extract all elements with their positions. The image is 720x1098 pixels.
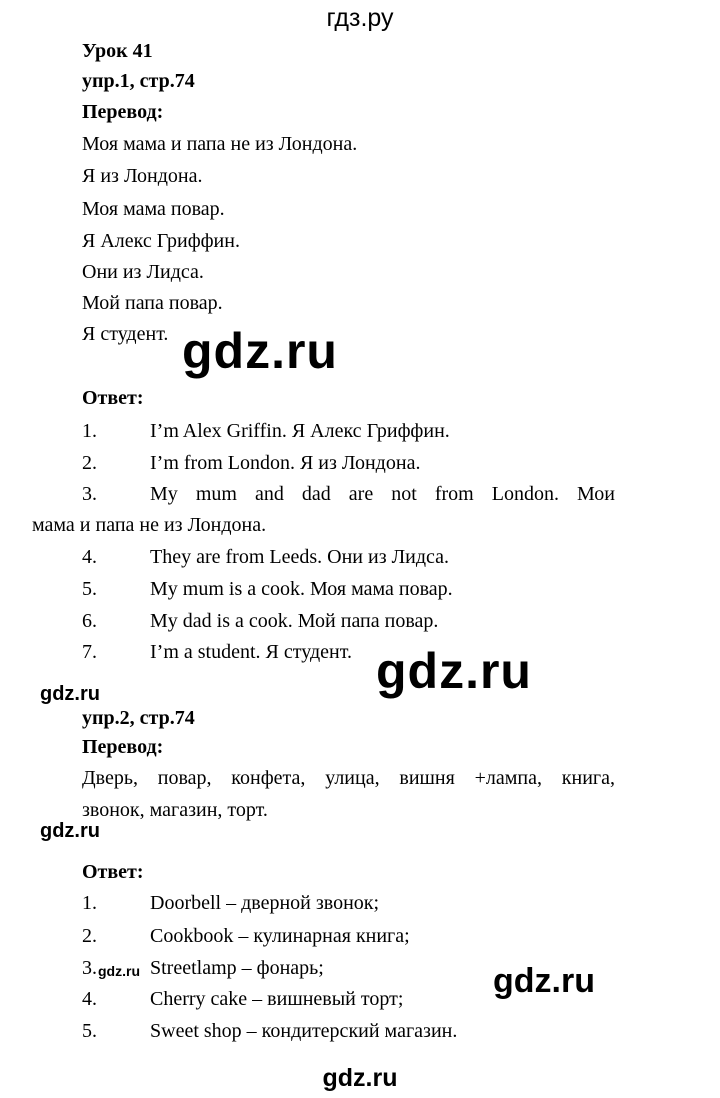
answer-number: 4. — [82, 988, 97, 1010]
answer-number: 7. — [82, 641, 97, 663]
exercise1-translation-line: Я Алекс Гриффин. — [82, 230, 240, 252]
answer-text: Streetlamp – фонарь; — [150, 957, 324, 979]
exercise1-translation-line: Моя мама и папа не из Лондона. — [82, 133, 358, 155]
site-header[interactable]: гдз.ру — [326, 4, 394, 32]
watermark: gdz.ru — [493, 962, 595, 1000]
exercise1-heading: упр.1, стр.74 — [82, 70, 195, 92]
exercise1-translation-line: Я из Лондона. — [82, 165, 203, 187]
watermark: gdz.ru — [40, 683, 100, 705]
exercise2-translation-label: Перевод: — [82, 736, 164, 758]
site-footer[interactable]: gdz.ru — [322, 1064, 398, 1092]
answer-text: I’m from London. Я из Лондона. — [150, 452, 421, 474]
answer-number: 2. — [82, 925, 97, 947]
answer-number: 3. — [82, 483, 97, 505]
answer-text: Cookbook – кулинарная книга; — [150, 925, 410, 947]
answer-number: 2. — [82, 452, 97, 474]
watermark: gdz.ru — [182, 323, 338, 379]
answer-number: 6. — [82, 610, 97, 632]
answer-text: Doorbell – дверной звонок; — [150, 892, 380, 914]
exercise1-translation-label: Перевод: — [82, 101, 164, 123]
answer-number: 1. — [82, 420, 97, 442]
answer-text: Sweet shop – кондитерский магазин. — [150, 1020, 458, 1042]
watermark: gdz.ru — [40, 820, 100, 842]
answer-text: My mum and dad are not from London. Мои — [150, 483, 615, 505]
exercise1-translation-line: Они из Лидса. — [82, 261, 204, 283]
answer-text: My mum is a cook. Моя мама повар. — [150, 578, 453, 600]
exercise2-answer-label: Ответ: — [82, 861, 144, 883]
answer-text: Cherry cake – вишневый торт; — [150, 988, 404, 1010]
answer-number: 3. — [82, 957, 97, 979]
exercise2-translation-line: звонок, магазин, торт. — [82, 799, 268, 821]
exercise1-translation-line: Моя мама повар. — [82, 198, 225, 220]
answer-text: I’m a student. Я студент. — [150, 641, 352, 663]
answer-text: My dad is a cook. Мой папа повар. — [150, 610, 439, 632]
watermark: gdz.ru — [376, 643, 532, 699]
answer-text: I’m Alex Griffin. Я Алекс Гриффин. — [150, 420, 450, 442]
watermark: gdz.ru — [98, 963, 140, 979]
answer-number: 5. — [82, 1020, 97, 1042]
answer-number: 4. — [82, 546, 97, 568]
answer-text: They are from Leeds. Они из Лидса. — [150, 546, 450, 568]
exercise1-translation-line: Я студент. — [82, 323, 169, 345]
answer-number: 5. — [82, 578, 97, 600]
exercise1-answer-label: Ответ: — [82, 387, 144, 409]
exercise1-translation-line: Мой папа повар. — [82, 292, 223, 314]
answer-text-continued: мама и папа не из Лондона. — [32, 514, 267, 536]
answer-number: 1. — [82, 892, 97, 914]
lesson-title: Урок 41 — [82, 40, 153, 62]
exercise2-heading: упр.2, стр.74 — [82, 707, 195, 729]
exercise2-translation-line: Дверь, повар, конфета, улица, вишня +лампа, книга, — [82, 767, 615, 789]
